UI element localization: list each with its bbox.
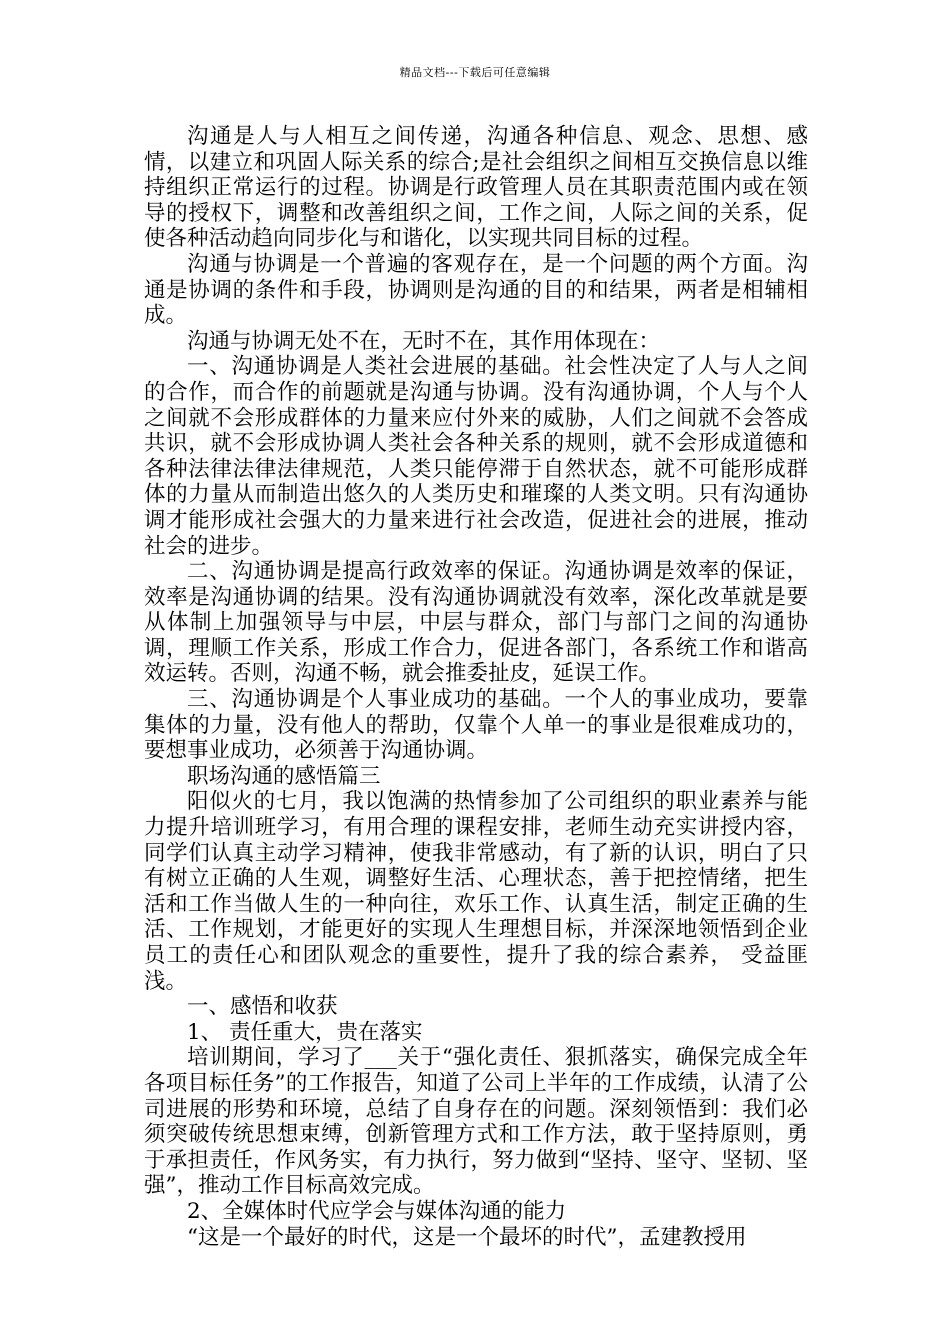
paragraph-8: 培训期间，学习了___关于“强化责任、狠抓落实，确保完成全年各项目标任务”的工作报告，知道了公司上半年的工作成绩，认清了公司进展的形势和环境，总结了自身存在的问题。深刻领悟到：我们必须突破传统思想束缚，创新管理方式和工作方法，敢于坚持原则，勇于承担责任，作风务实，有力执行，努力做到“坚持、坚守、坚韧、坚强”，推动工作目标高效完成。 xyxy=(144,1045,808,1199)
paragraph-4: 一、沟通协调是人类社会进展的基础。社会性决定了人与人之间的合作，而合作的前题就是沟通与协调。没有沟通协调，个人与个人之间就不会形成群体的力量来应付外来的威胁，人们之间就不会答成共识，就不会形成协调人类社会各种关系的规则，就不会形成道德和各种法律法律法律规范，人类只能停滞于自然状态，就不可能形成群体的力量从而制造出悠久的人类历史和璀璨的人类文明。只有沟通协调才能形成社会强大的力量来进行社会改造，促进社会的进展，推动社会的进步。 xyxy=(144,354,808,559)
paragraph-7: 阳似火的七月，我以饱满的热情参加了公司组织的职业素养与能力提升培训班学习，有用合理的课程安排，老师生动充实讲授内容，同学们认真主动学习精神，使我非常感动，有了新的认识，明白了只有树立正确的人生观，调整好生活、心理状态，善于把控情绪，把生活和工作当做人生的一种向往，欢乐工作、认真生活，制定正确的生活、工作规划，才能更好的实现人生理想目标，并深深地领悟到企业员工的责任心和团队观念的重要性，提升了我的综合素养， 受益匪浅。 xyxy=(144,789,808,994)
paragraph-9: “这是一个最好的时代，这是一个最坏的时代”，孟建教授用 xyxy=(187,1224,747,1250)
document-body xyxy=(144,124,808,1250)
page-header: 精品文档---下载后可任意编辑 xyxy=(399,66,551,79)
subheading-3: 2、全媒体时代应学会与媒体沟通的能力 xyxy=(187,1198,567,1224)
paragraph-6: 三、沟通协调是个人事业成功的基础。一个人的事业成功，要靠集体的力量，没有他人的帮助，仅靠个人单一的事业是很难成功的，要想事业成功，必须善于沟通协调。 xyxy=(144,687,808,764)
paragraph-5: 二、沟通协调是提高行政效率的保证。沟通协调是效率的保证，效率是沟通协调的结果。没有沟通协调就没有效率，深化改革就是要从体制上加强领导与中层，中层与群众，部门与部门之间的沟通协调，理顺工作关系，形成工作合力，促进各部门，各系统工作和谐高效运转。否则，沟通不畅，就会推委扯皮，延误工作。 xyxy=(144,559,808,687)
paragraph-1: 沟通是人与人相互之间传递，沟通各种信息、观念、思想、感情，以建立和巩固人际关系的综合;是社会组织之间相互交换信息以维持组织正常运行的过程。协调是行政管理人员在其职责范围内或在领导的授权下，调整和改善组织之间，工作之间，人际之间的关系，促使各种活动趋向同步化与和谐化，以实现共同目标的过程。 xyxy=(144,124,808,252)
subheading-2: 1、 责任重大，贵在落实 xyxy=(187,1019,423,1045)
paragraph-2: 沟通与协调是一个普遍的客观存在，是一个问题的两个方面。沟通是协调的条件和手段，协调则是沟通的目的和结果，两者是相辅相成。 xyxy=(144,251,808,329)
section-title: 职场沟通的感悟篇三 xyxy=(187,763,381,789)
subheading-1: 一、感悟和收获 xyxy=(187,994,338,1020)
paragraph-3: 沟通与协调无处不在，无时不在，其作用体现在： xyxy=(187,328,661,354)
